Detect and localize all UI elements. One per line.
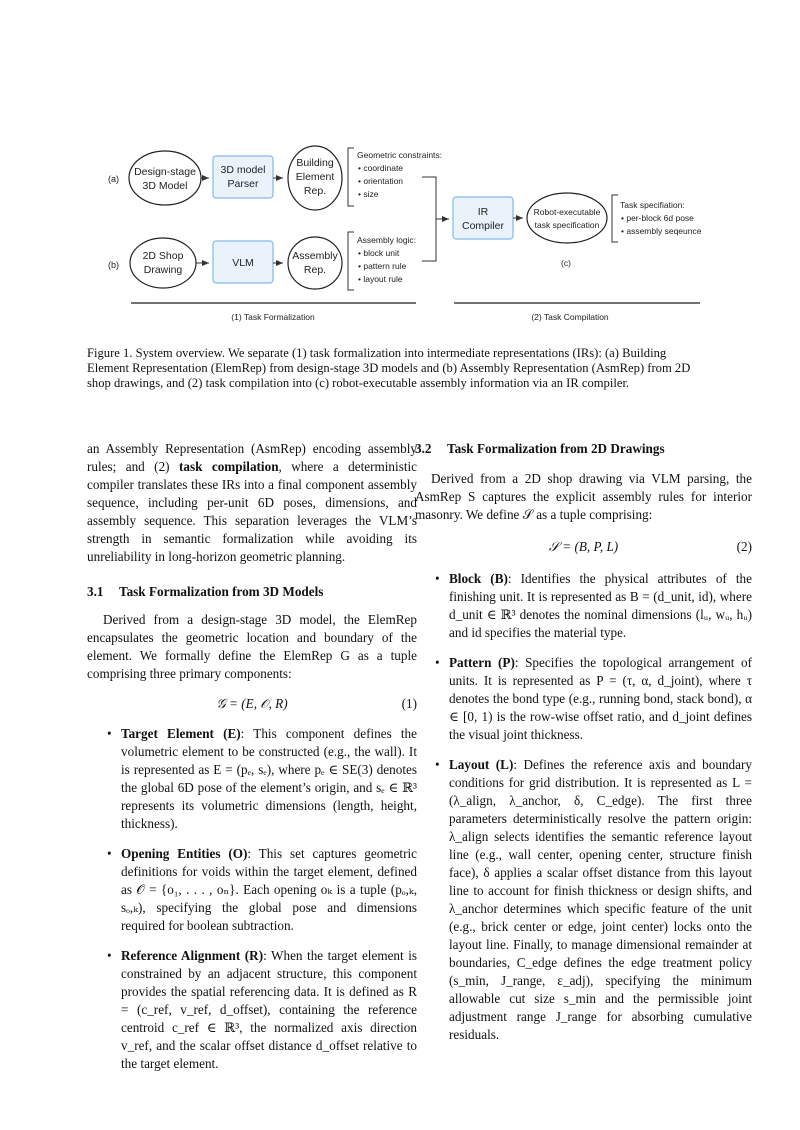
section-3-2-paragraph: Derived from a 2D shop drawing via VLM parsing, the AsmRep S captures the explicit assembly rules for interior masonry. We define 𝒮 as a tuple comprising: — [415, 471, 752, 522]
asmrep-component-list — [415, 570, 752, 1044]
section1-label: (1) Task Formalization — [231, 312, 315, 322]
list-item: • Opening Entities (O): This set captures geometric definitions for voids within the target element, defined as 𝒪 = {o₁, . . . , oₙ}. Each opening oₖ is a tuple (pₒ,ₖ, sₒ,ₖ), specifying the global pose and dimensions required for boolean subtraction. — [121, 845, 417, 935]
design-stage-line1: Design-stage — [134, 166, 196, 178]
task-spec-item1: • per-block 6d pose — [621, 213, 694, 223]
geo-title: Geometric constraints: — [357, 150, 443, 160]
assembly-brace — [348, 232, 354, 290]
robot-spec-line1: Robot-executable — [533, 207, 601, 217]
robot-spec-node — [527, 193, 607, 243]
shop-drawing-node — [130, 238, 196, 288]
asmrep-node — [288, 237, 342, 289]
left-column — [87, 440, 417, 1085]
geo-item3: • size — [358, 189, 379, 199]
robot-spec-line2: task specification — [534, 220, 600, 230]
row-b-label: (b) — [108, 260, 119, 270]
list-item: • Block (B): Identifies the physical attributes of the finishing unit. It is represented as B = (d_unit, id), where d_unit ∈ ℝ³ denotes the nominal dimensions (lᵤ, wᵤ, hᵤ) and id specifies the material type. — [449, 570, 752, 642]
parser-box — [213, 156, 273, 198]
ir-compiler-box — [453, 197, 513, 239]
assembly-item2: • pattern rule — [358, 261, 407, 271]
elemrep-component-list — [87, 725, 417, 1073]
c-label: (c) — [561, 258, 571, 268]
system-overview-figure — [95, 140, 735, 340]
intro-paragraph: an Assembly Representation (AsmRep) encoding assembly rules; and (2) task compilation, where a deterministic compiler translates these IRs into a final component assembly sequence, including per-unit 6D poses, dimensions, and assembly sequence. This separation leverages the VLM’s strength in semantic formalization while avoiding its unreliability in long-horizon geometric planning. — [87, 441, 418, 564]
list-item: • Pattern (P): Specifies the topological arrangement of units. It is represented as P = (τ, α, d_joint), where τ denotes the bond type (e.g., running bond, stack bond), α ∈ [0, 1) is the row-wise offset ratio, and d_joint defines the visual joint thickness. — [449, 654, 752, 744]
task-spec-item2: • assembly seqeunce — [621, 226, 702, 236]
elemrep-line2: Element — [295, 171, 335, 183]
assembly-item1: • block unit — [358, 248, 400, 258]
section2-label: (2) Task Compilation — [531, 312, 609, 322]
assembly-item3: • layout rule — [358, 274, 403, 284]
parser-line2: Parser — [227, 178, 259, 190]
task-spec-brace — [612, 195, 618, 242]
right-column — [415, 440, 752, 1056]
list-item: • Target Element (E): This component defines the volumetric element to be constructed (e.g., the wall). It is represented as E = (pₑ, sₑ), where pₑ ∈ SE(3) denotes the global 6D pose of the element’s origin, and sₑ ∈ ℝ³ represents its volumetric dimensions (length, height, thickness). — [121, 725, 417, 833]
asmrep-line1: Assembly — [292, 250, 338, 262]
elemrep-line1: Building — [296, 157, 334, 169]
row-a-label: (a) — [108, 174, 119, 184]
elemrep-line3: Rep. — [303, 185, 327, 197]
ir-compiler-line2: Compiler — [461, 220, 505, 232]
ir-compiler-line1: IR — [477, 206, 489, 218]
list-item: • Layout (L): Defines the reference axis and boundary conditions for grid distribution. It is represented as L = (λ_align, λ_anchor, δ, C_edge). The first three parameters deterministically resolve the pattern origin: λ_align selects identifies the semantic reference layout line (e.g., wall center, opening center, structure finish face), δ applies a scalar offset distance from this layout line to account for finish thickness or design shifts, and λ_anchor determines which specific feature of the unit (e.g., brick center or edge, joint center) locks onto the layout line. Finally, to manage dimensional remainder at boundaries, C_edge defines the edge treatment policy (s_min, J_range, ε_adj), specifying the minimum allowable cut size s_min and the permissible joint adjustment range J_range for absorbing cumulative residuals. — [449, 756, 752, 1044]
vlm-label: VLM — [232, 257, 254, 269]
design-stage-line2: 3D Model — [142, 180, 188, 192]
section-3-1-paragraph: Derived from a design-stage 3D model, the ElemRep encapsulates the geometric location and boundary of the element. We formally define the ElemRep G as a tuple comprising three primary components: — [87, 612, 417, 681]
section-3-2-heading: 3.2 Task Formalization from 2D Drawings — [415, 441, 665, 456]
parser-line1: 3D model — [220, 164, 266, 176]
equation-2: 𝒮 = (B, P, L) (2) — [548, 539, 752, 554]
list-item: • Reference Alignment (R): When the target element is constrained by an adjacent structure, this component provides the spatial referencing data. It is defined as R = (c_ref, v_ref, d_offset), containing the reference centroid c_ref ∈ ℝ³, the normalized axis direction v_ref, and the scalar offset distance d_offset relative to the target element. — [121, 947, 417, 1073]
geo-brace — [348, 148, 354, 206]
task-spec-title: Task specifiation: — [620, 200, 685, 210]
figure-caption: Figure 1. System overview. We separate (1) task formalization into intermediate representations (IRs): (a) Building Element Representation (ElemRep) from design-stage 3D models and (b) Assembly Representation (AsmRep) from 2D shop drawings, and (2) task compilation into (c) robot-executable assembly information via an IR compiler. — [87, 346, 691, 390]
geo-item1: • coordinate — [358, 163, 404, 173]
design-stage-node — [129, 151, 201, 205]
section-3-1-heading: 3.1 Task Formalization from 3D Models — [87, 584, 324, 599]
shop-drawing-line1: 2D Shop — [142, 250, 184, 262]
asmrep-line2: Rep. — [303, 264, 327, 276]
geo-item2: • orientation — [358, 176, 404, 186]
equation-1: 𝒢 = (E, 𝒪, R) (1) — [216, 696, 417, 711]
shop-drawing-line2: Drawing — [143, 264, 183, 276]
assembly-title: Assembly logic: — [357, 235, 417, 245]
